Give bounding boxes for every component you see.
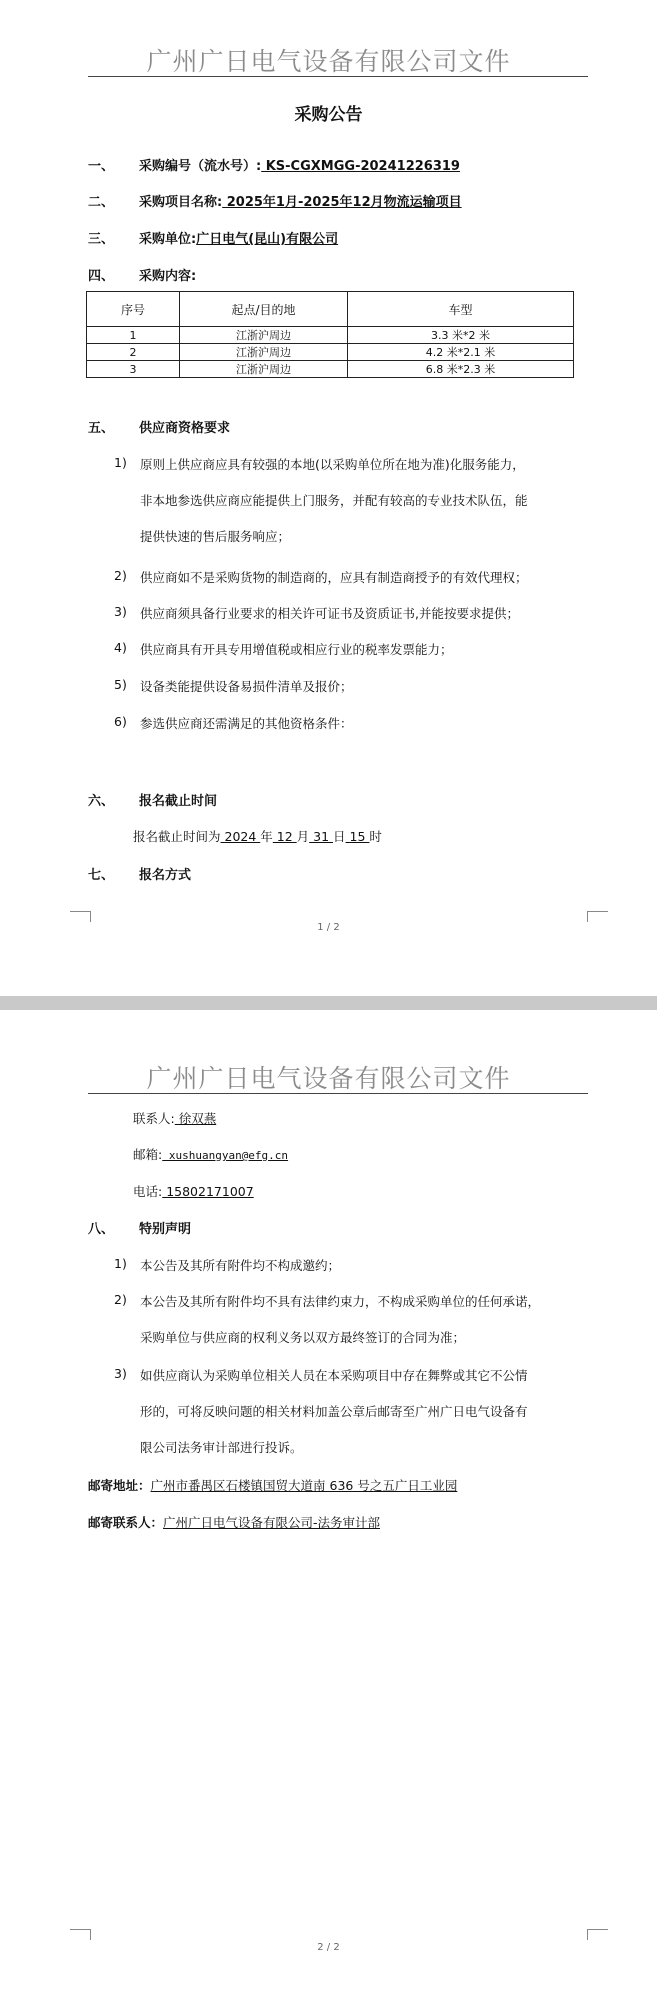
deadline-text xyxy=(133,827,382,845)
section-8 xyxy=(88,1218,191,1237)
mail-contact-value: 广州广日电气设备有限公司-法务审计部 xyxy=(163,1515,381,1530)
deadline-month-unit: 月 xyxy=(296,829,310,844)
list-number: 3) xyxy=(114,1366,127,1381)
list-text: 形的，可将反映问题的相关材料加盖公章后邮寄至广州广日电气设备有 xyxy=(140,1404,528,1419)
list-text: 限公司法务审计部进行投诉。 xyxy=(140,1440,303,1455)
document-page-2 xyxy=(0,1010,657,2001)
list-text: 本公告及其所有附件均不构成邀约； xyxy=(140,1258,341,1273)
section-number: 六、 xyxy=(88,794,115,809)
page-number: 2 / 2 xyxy=(317,1942,340,1953)
list-text: 设备类能提供设备易损件清单及报价； xyxy=(140,679,353,694)
table-cell: 江浙沪周边 xyxy=(180,327,348,344)
list-number: 5) xyxy=(114,677,127,692)
contact-email-label: 邮箱: xyxy=(133,1147,163,1162)
section-label: 报名截止时间 xyxy=(139,794,218,809)
contact-email-value: xushuangyan@efg.cn xyxy=(162,1149,289,1162)
list-text: 采购单位与供应商的权利义务以双方最终签订的合同为准； xyxy=(140,1330,466,1345)
section-label: 采购单位: xyxy=(139,232,197,247)
deadline-year-unit: 年 xyxy=(260,829,273,844)
section-label: 特别声明 xyxy=(139,1222,192,1237)
document-title: 采购公告 xyxy=(294,105,363,125)
section-label: 供应商资格要求 xyxy=(139,421,231,436)
table-cell: 1 xyxy=(87,327,180,344)
table-header-row xyxy=(87,292,574,327)
section-label: 报名方式 xyxy=(139,868,192,883)
list-text: 原则上供应商应具有较强的本地(以采购单位所在地为准)化服务能力， xyxy=(140,457,525,472)
section-number: 二、 xyxy=(88,195,115,210)
contact-phone-value: 15802171007 xyxy=(162,1184,254,1199)
section-number: 四、 xyxy=(88,269,115,284)
header-rule xyxy=(88,76,588,77)
table-cell: 4.2 米*2.1 米 xyxy=(348,344,574,361)
table-cell: 3.3 米*2 米 xyxy=(348,327,574,344)
table-cell: 6.8 米*2.3 米 xyxy=(348,361,574,378)
table-header-cell: 序号 xyxy=(87,292,180,327)
section-1 xyxy=(88,155,460,174)
list-text: 供应商须具备行业要求的相关许可证书及资质证书,并能按要求提供； xyxy=(140,606,519,621)
list-number: 1) xyxy=(114,455,127,470)
contact-email xyxy=(133,1145,288,1163)
section-number: 七、 xyxy=(88,868,115,883)
section-6 xyxy=(88,790,217,809)
table-row xyxy=(87,327,574,344)
section-7 xyxy=(88,864,191,883)
table-header-cell: 起点/目的地 xyxy=(180,292,348,327)
list-text: 供应商具有开具专用增值税或相应行业的税率发票能力； xyxy=(140,642,453,657)
list-text: 非本地参选供应商应能提供上门服务，并配有较高的专业技术队伍，能 xyxy=(140,493,528,508)
section-3 xyxy=(88,228,338,247)
contact-person-value: 徐双燕 xyxy=(174,1111,217,1126)
list-text: 如供应商认为采购单位相关人员在本采购项目中存在舞弊或其它不公情 xyxy=(140,1368,528,1383)
page-corner-mark xyxy=(70,1929,91,1940)
document-page-1 xyxy=(0,0,657,996)
contact-person-label: 联系人: xyxy=(133,1111,175,1126)
section-label: 采购项目名称: xyxy=(139,195,223,210)
table-header-cell: 车型 xyxy=(348,292,574,327)
list-text: 供应商如不是采购货物的制造商的，应具有制造商授予的有效代理权； xyxy=(140,570,528,585)
list-number: 1) xyxy=(114,1256,127,1271)
table-cell: 江浙沪周边 xyxy=(180,344,348,361)
company-header: 广州广日电气设备有限公司文件 xyxy=(146,1064,511,1093)
list-text: 提供快速的售后服务响应； xyxy=(140,529,291,544)
page-number: 1 / 2 xyxy=(317,922,340,933)
table-cell: 江浙沪周边 xyxy=(180,361,348,378)
mail-address-label: 邮寄地址： xyxy=(88,1478,151,1493)
table-row xyxy=(87,344,574,361)
section-number: 三、 xyxy=(88,232,115,247)
procurement-unit: 广日电气(昆山)有限公司 xyxy=(196,232,339,247)
deadline-day: 31 xyxy=(309,829,334,844)
deadline-month: 12 xyxy=(272,829,297,844)
table-cell: 3 xyxy=(87,361,180,378)
deadline-hour: 15 xyxy=(345,829,370,844)
list-text: 参选供应商还需满足的其他资格条件： xyxy=(140,716,353,731)
section-number: 一、 xyxy=(88,159,115,174)
contact-phone xyxy=(133,1182,254,1200)
deadline-prefix: 报名截止时间为 xyxy=(133,829,221,844)
contact-phone-label: 电话: xyxy=(133,1184,163,1199)
page-corner-mark xyxy=(587,1929,608,1940)
table-row xyxy=(87,361,574,378)
section-number: 五、 xyxy=(88,421,115,436)
list-text: 本公告及其所有附件均不具有法律约束力，不构成采购单位的任何承诺， xyxy=(140,1294,541,1309)
section-2 xyxy=(88,191,462,210)
section-4 xyxy=(88,265,196,284)
mail-contact-label: 邮寄联系人： xyxy=(88,1515,164,1530)
project-name: 2025年1月-2025年12月物流运输项目 xyxy=(222,195,462,210)
deadline-hour-unit: 时 xyxy=(369,829,382,844)
section-5 xyxy=(88,417,230,436)
procurement-number: KS-CGXMGG-20241226319 xyxy=(261,159,460,174)
mail-contact xyxy=(88,1513,380,1531)
page-corner-mark xyxy=(587,911,608,922)
deadline-day-unit: 日 xyxy=(333,829,346,844)
procurement-table xyxy=(86,291,574,378)
table-cell: 2 xyxy=(87,344,180,361)
section-number: 八、 xyxy=(88,1222,115,1237)
list-number: 6) xyxy=(114,714,127,729)
company-header: 广州广日电气设备有限公司文件 xyxy=(146,47,511,76)
mail-address-value: 广州市番禺区石楼镇国贸大道南 636 号之五广日工业园 xyxy=(150,1478,458,1493)
page-corner-mark xyxy=(70,911,91,922)
mail-address xyxy=(88,1476,457,1494)
deadline-year: 2024 xyxy=(220,829,261,844)
list-number: 2) xyxy=(114,568,127,583)
header-rule xyxy=(88,1093,588,1094)
list-number: 2) xyxy=(114,1292,127,1307)
section-label: 采购编号（流水号）: xyxy=(139,159,262,174)
section-label: 采购内容: xyxy=(139,269,197,284)
list-number: 4) xyxy=(114,640,127,655)
contact-person xyxy=(133,1109,216,1127)
page-separator xyxy=(0,996,657,1010)
list-number: 3) xyxy=(114,604,127,619)
